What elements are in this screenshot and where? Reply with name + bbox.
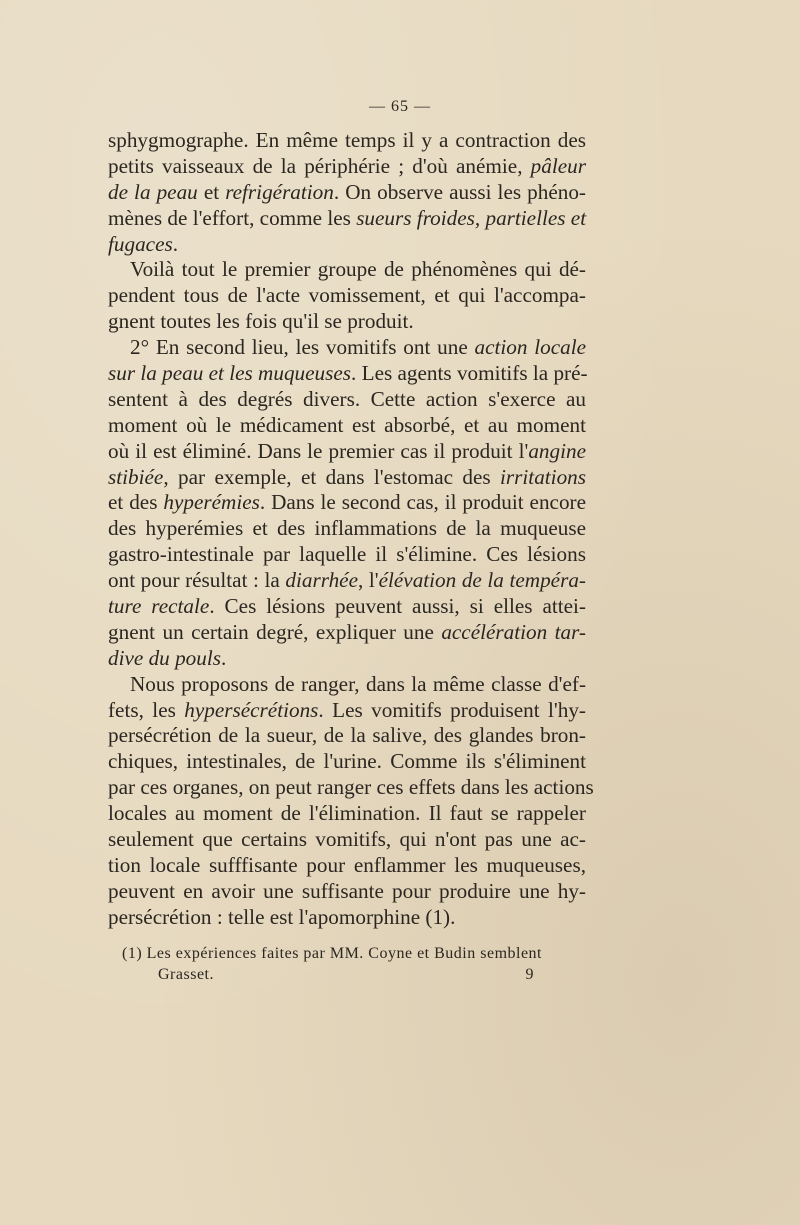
text-run: . Les agents vomitifs la pré-: [351, 361, 588, 386]
text-run: persécrétion : telle est l'apomorphine (1).: [108, 904, 456, 929]
text-line: [108, 775, 594, 801]
text-run: fets, les: [108, 697, 185, 722]
text-line: [108, 672, 586, 698]
text-run: peuvent en avoir une suffisante pour produire une hy-: [108, 878, 586, 903]
italic-text: stibiée: [108, 464, 164, 489]
italic-text: accélération tar-: [441, 619, 586, 644]
italic-text: hypersécrétions: [184, 697, 319, 722]
text-line: [108, 257, 586, 283]
italic-text: ture rectale: [108, 594, 210, 619]
text-line: [108, 827, 586, 853]
text-run: chiques, intestinales, de l'urine. Comme ils s'éliminent: [108, 749, 586, 774]
text-line: [108, 568, 586, 594]
text-line: [108, 594, 586, 620]
text-run: , l': [358, 568, 379, 593]
main-text: [108, 128, 594, 931]
text-run: par ces organes, on peut ranger ces effets dans les actions: [108, 775, 594, 800]
text-run: gnent un certain degré, expliquer une: [108, 619, 442, 644]
text-line: [108, 542, 586, 568]
text-run: , par exemple, et dans l'estomac des: [163, 464, 501, 489]
text-run: sentent à des degrés divers. Cette action s'exerce au: [108, 386, 586, 411]
text-run: et des: [108, 490, 164, 515]
text-line: [108, 723, 586, 749]
italic-text: sueurs froides, partielles et: [356, 205, 587, 230]
text-run: pendent tous de l'acte vomissement, et qui l'accompa-: [108, 283, 586, 308]
italic-text: sur la peau et les muqueuses: [108, 361, 352, 386]
text-line: [108, 128, 586, 154]
italic-text: fugaces: [108, 231, 173, 256]
text-run: 2° En second lieu, les vomitifs ont une: [130, 335, 475, 360]
signature-number: 9: [525, 966, 534, 983]
italic-text: de la peau: [108, 179, 198, 204]
text-line: [108, 620, 586, 646]
text-run: .: [172, 231, 179, 256]
text-line: [108, 490, 586, 516]
italic-text: pâleur: [530, 153, 586, 178]
page-number: — 65 —: [369, 98, 431, 115]
text-line: [108, 206, 586, 232]
text-line: [108, 232, 586, 258]
text-run: gnent toutes les fois qu'il se produit.: [108, 309, 414, 334]
text-line: [108, 465, 586, 491]
text-run: seulement que certains vomitifs, qui n'ont pas une ac-: [108, 827, 586, 852]
text-run: et: [197, 179, 226, 204]
text-line: [108, 905, 586, 931]
italic-text: élévation de la tempéra-: [378, 568, 586, 593]
text-line: [108, 154, 586, 180]
text-run: sphygmographe. En même temps il y a contraction des: [108, 128, 586, 152]
text-run: . On observe aussi les phéno-: [333, 179, 586, 204]
text-line: [108, 801, 586, 827]
text-run: locales au moment de l'élimination. Il faut se rappeler: [108, 801, 586, 826]
text-line: [108, 283, 586, 309]
text-line: [108, 749, 586, 775]
text-run: . Les vomitifs produisent l'hy-: [318, 697, 586, 722]
italic-text: refrigération: [225, 179, 334, 204]
text-run: Nous proposons de ranger, dans la même classe d'ef-: [130, 671, 586, 696]
text-run: mènes de l'effort, comme les: [108, 205, 357, 230]
text-run: des hyperémies et des inflammations de la muqueuse: [108, 516, 586, 541]
text-line: [108, 361, 586, 387]
text-line: [108, 439, 586, 465]
text-run: persécrétion de la sueur, de la salive, des glandes bron-: [108, 723, 586, 748]
text-line: [108, 309, 586, 335]
text-run: .: [220, 645, 227, 670]
text-run: petits vaisseaux de la périphérie ; d'où anémie,: [108, 153, 531, 178]
italic-text: hyperémies: [163, 490, 260, 515]
text-line: [108, 853, 586, 879]
text-run: tion locale sufffisante pour enflammer les muqueuses,: [108, 852, 586, 877]
text-run: moment où le médicament est absorbé, et au moment: [108, 412, 586, 437]
text-run: gastro-intestinale par laquelle il s'élimine. Ces lésions: [108, 542, 586, 567]
italic-text: angine: [528, 438, 586, 463]
italic-text: diarrhée: [285, 568, 358, 593]
text-line: [108, 413, 586, 439]
text-run: Voilà tout le premier groupe de phénomènes qui dé-: [130, 257, 586, 282]
text-run: ont pour résultat : la: [108, 568, 286, 593]
text-run: où il est éliminé. Dans le premier cas il produit l': [108, 438, 529, 463]
italic-text: irritations: [500, 464, 586, 489]
footnote-text: (1) Les expériences faites par MM. Coyne et Budin semblent: [122, 945, 542, 962]
italic-text: action locale: [474, 335, 586, 360]
text-line: [108, 879, 586, 905]
text-line: [108, 698, 586, 724]
italic-text: dive du pouls: [108, 645, 221, 670]
text-line: [108, 335, 586, 361]
text-line: [108, 387, 586, 413]
text-line: [108, 646, 586, 672]
text-line: [108, 180, 586, 206]
text-run: . Ces lésions peuvent aussi, si elles attei-: [209, 594, 586, 619]
text-line: [108, 516, 586, 542]
text-run: . Dans le second cas, il produit encore: [259, 490, 587, 515]
footnote: [122, 942, 586, 966]
signature-author: Grasset.: [158, 966, 214, 983]
